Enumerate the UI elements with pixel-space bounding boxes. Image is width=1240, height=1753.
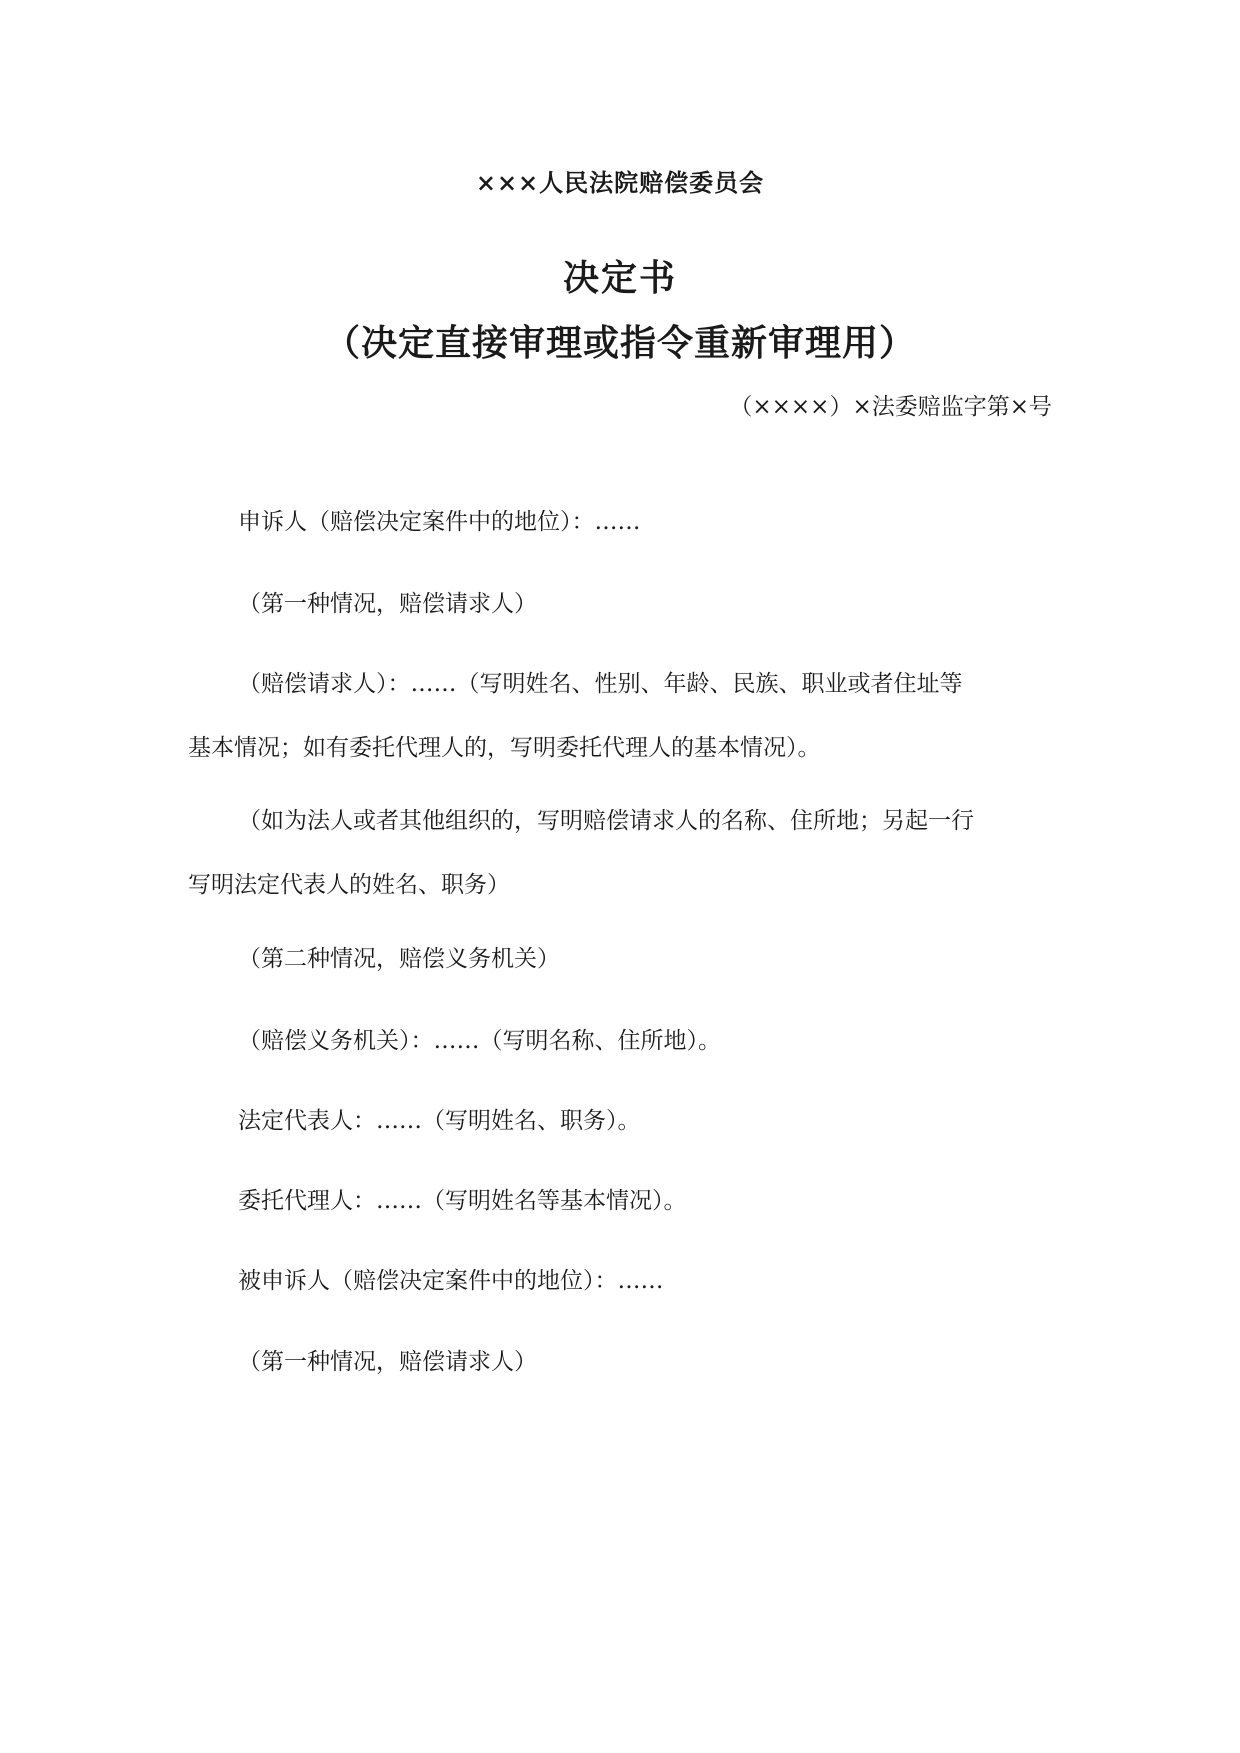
paragraph-legal-representative: 法定代表人：……（写明姓名、职务）。 <box>238 1108 641 1134</box>
paragraph-case-one-claimant-repeat: （第一种情况，赔偿请求人） <box>238 1349 537 1375</box>
court-name-heading: ×××人民法院赔偿委员会 <box>475 168 765 197</box>
paragraph-line: （如为法人或者其他组织的，写明赔偿请求人的名称、住所地；另起一行 <box>238 808 974 834</box>
paragraph-obligor-details: （赔偿义务机关）：……（写明名称、住所地）。 <box>238 1028 721 1054</box>
paragraph-legal-entity <box>188 789 1048 917</box>
document-subtitle: （决定直接审理或指令重新审理用） <box>323 322 916 364</box>
paragraph-respondent: 被申诉人（赔偿决定案件中的地位）：…… <box>238 1268 664 1294</box>
paragraph-authorized-agent: 委托代理人：……（写明姓名等基本情况）。 <box>238 1188 687 1214</box>
document-title: 决定书 <box>562 257 677 299</box>
paragraph-line: 基本情况；如有委托代理人的，写明委托代理人的基本情况）。 <box>188 735 821 761</box>
paragraph-line: （赔偿请求人）：……（写明姓名、性别、年龄、民族、职业或者住址等 <box>238 671 963 697</box>
paragraph-case-one-claimant: （第一种情况，赔偿请求人） <box>238 591 537 617</box>
case-number: （××××）×法委赔监字第×号 <box>729 394 1052 420</box>
paragraph-line: 写明法定代表人的姓名、职务） <box>188 872 510 898</box>
paragraph-appellant: 申诉人（赔偿决定案件中的地位）：…… <box>238 509 641 535</box>
paragraph-claimant-details <box>188 652 1048 780</box>
paragraph-case-two-obligor: （第二种情况，赔偿义务机关） <box>238 946 560 972</box>
